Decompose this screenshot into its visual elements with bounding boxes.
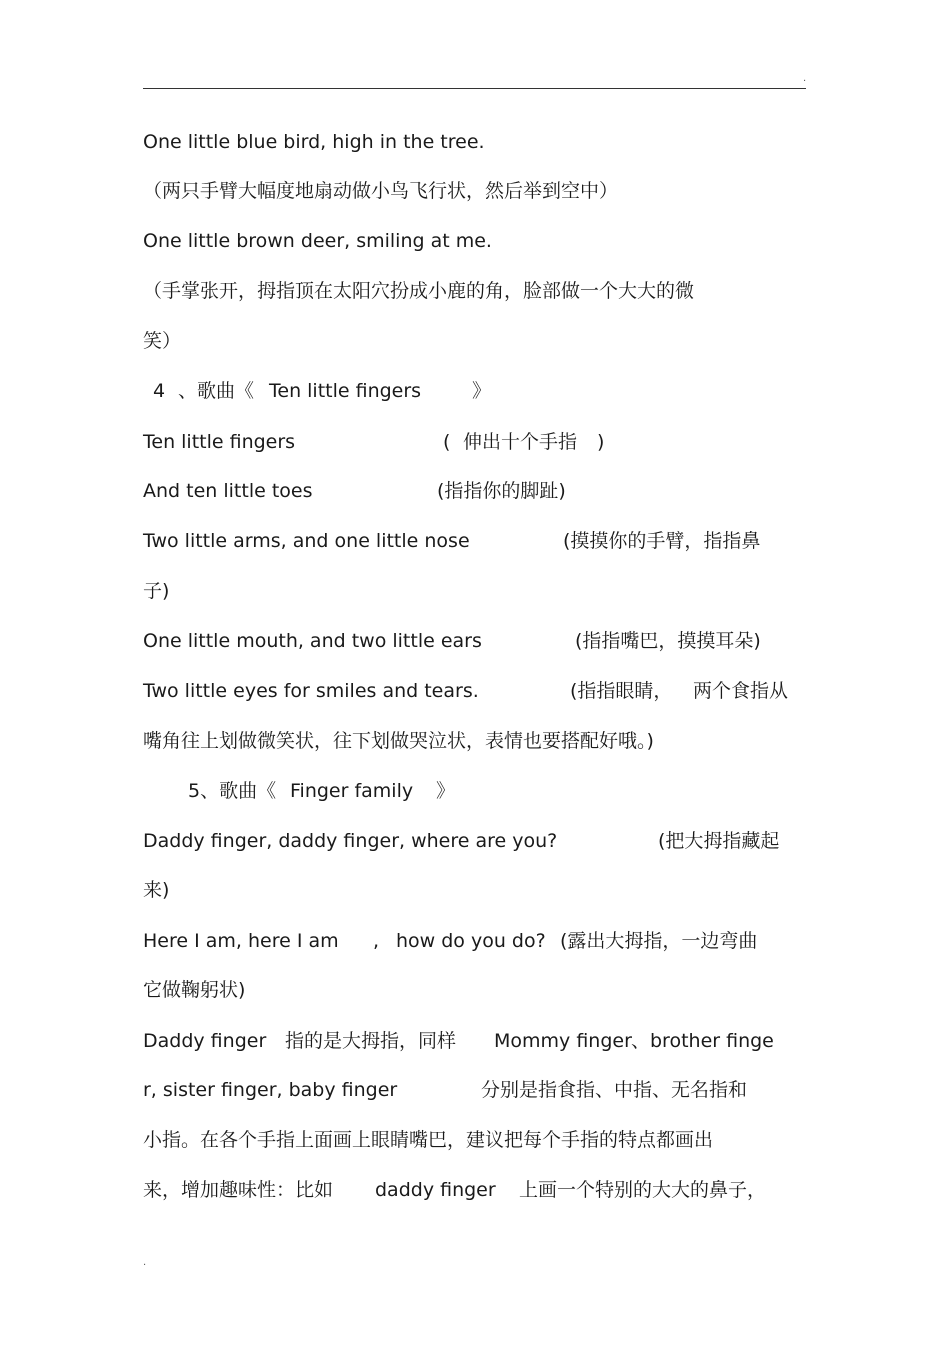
para-example-intro: 来，增加趣味性：比如 (143, 1179, 334, 1201)
action-arms-nose: (摸摸你的手臂，指指鼻 (563, 530, 761, 552)
para-sister-baby: r, sister finger, baby finger (143, 1079, 398, 1101)
line-deer-action: （手掌张开，拇指顶在太阳穴扮成小鹿的角，脸部做一个大大的微 (143, 280, 695, 302)
action-show-thumb: (露出大拇指，一边弯曲 (560, 930, 758, 952)
para-thumb-desc: 指的是大拇指，同样 (285, 1030, 457, 1052)
para-draw-faces: 小指。在各个手指上面画上眼睛嘴巴，建议把每个手指的特点都画出 (143, 1129, 714, 1151)
lyric-how-do-you-do: how do you do? (396, 930, 546, 952)
action-hide-thumb: (把大拇指藏起 (658, 830, 780, 852)
action-ten-fingers: 伸出十个手指 (463, 431, 578, 453)
lyric-mouth-ears: One little mouth, and two little ears (143, 630, 482, 652)
lyric-arms-nose: Two little arms, and one little nose (143, 530, 470, 552)
action-close: ) (597, 431, 605, 453)
lyric-ten-toes: And ten little toes (143, 480, 313, 502)
action-mouth-ears: (指指嘴巴，摸摸耳朵) (575, 630, 761, 652)
header-rule (143, 88, 806, 89)
para-mommy-finger: Mommy finger (494, 1030, 632, 1052)
para-brother-finger: 、brother finge (631, 1030, 774, 1052)
lyric-here-i-am: Here I am, here I am (143, 930, 339, 952)
line-blue-bird: One little blue bird, high in the tree. (143, 131, 485, 153)
footer-dot: . (143, 1257, 147, 1268)
action-open: ( (443, 431, 451, 453)
para-example-daddy: daddy finger (375, 1179, 496, 1201)
line-bird-action: （两只手臂大幅度地扇动做小鸟飞行状，然后举到空中） (143, 180, 619, 202)
action-arms-nose-cont: 子) (143, 580, 170, 602)
lyric-eyes: Two little eyes for smiles and tears. (143, 680, 479, 702)
para-example-nose: 上画一个特别的大大的鼻子， (519, 1179, 767, 1201)
lyric-daddy-where: Daddy finger, daddy finger, where are you? (143, 830, 558, 852)
action-hide-thumb-cont: 来) (143, 879, 170, 901)
section-5-close: 》 (436, 780, 456, 802)
header-dot: . (803, 73, 807, 84)
para-daddy-finger: Daddy finger (143, 1030, 267, 1052)
lyric-ten-fingers: Ten little fingers (143, 431, 296, 453)
lyric-comma: , (373, 930, 380, 952)
section-5-prefix: 5、歌曲《 (188, 780, 277, 802)
action-eyes-2: 两个食指从 (693, 680, 789, 702)
action-show-thumb-cont: 它做鞠躬状) (143, 979, 246, 1001)
action-eyes: (指指眼睛， (570, 680, 673, 702)
line-brown-deer: One little brown deer, smiling at me. (143, 230, 492, 252)
line-deer-action-cont: 笑） (143, 330, 182, 352)
section-4-song-title: Ten little fingers (269, 380, 422, 402)
section-4-prefix: 、歌曲《 (178, 380, 255, 402)
section-4-number: 4 (153, 380, 166, 402)
para-finger-mapping: 分别是指食指、中指、无名指和 (481, 1079, 748, 1101)
action-eyes-cont: 嘴角往上划做微笑状，往下划做哭泣状，表情也要搭配好哦。) (143, 730, 654, 752)
section-4-close: 》 (472, 380, 492, 402)
action-toes: (指指你的脚趾) (437, 480, 566, 502)
section-5-song-title: Finger family (290, 780, 414, 802)
